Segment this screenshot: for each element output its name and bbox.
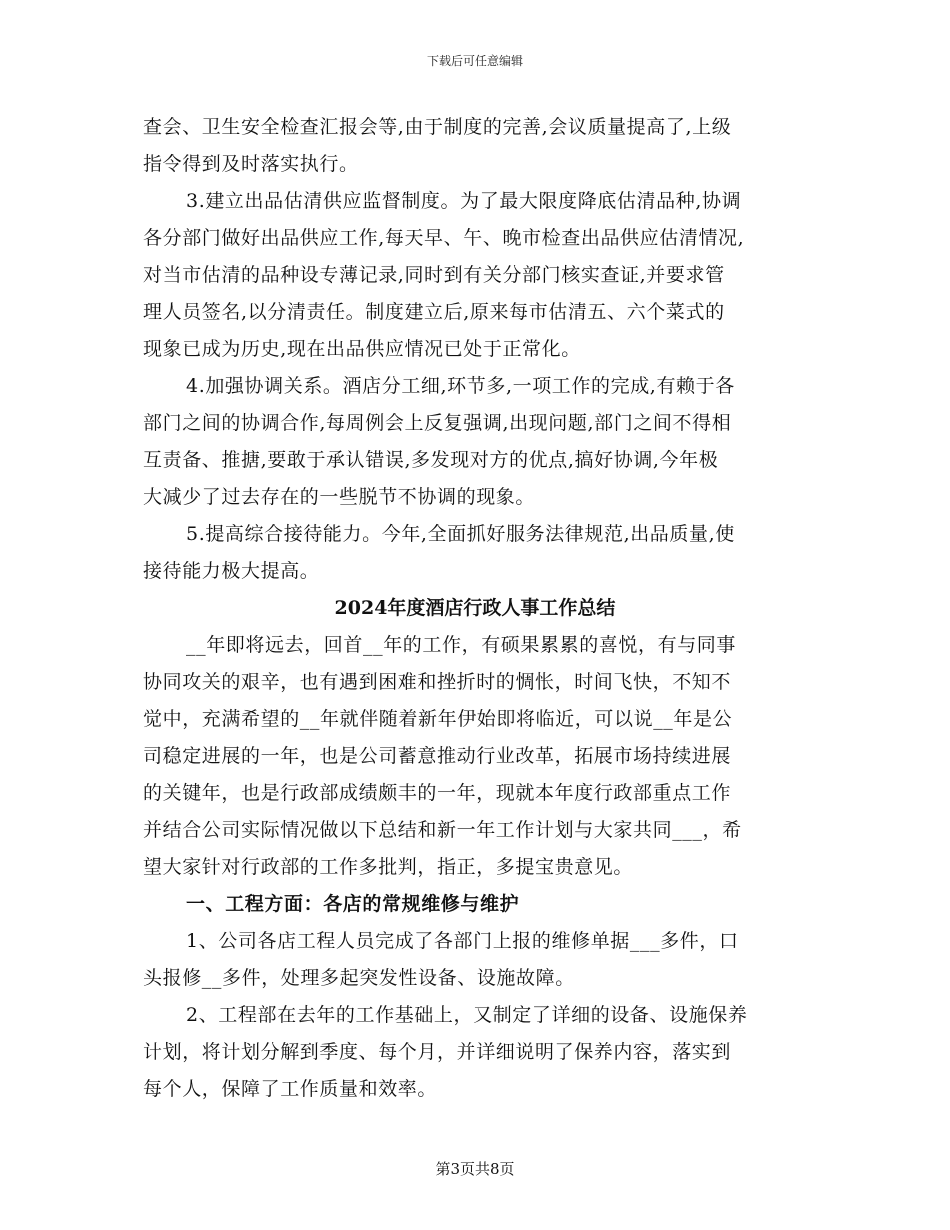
paragraph-line: 司稳定进展的一年，也是公司蓄意推动行业改革，拓展市场持续进展 xyxy=(143,745,732,767)
paragraph-line: 各分部门做好出品供应工作,每天早、午、晚市检查出品供应估清情况, xyxy=(143,227,745,249)
paragraph-line: 觉中，充满希望的__年就伴随着新年伊始即将临近，可以说__年是公 xyxy=(143,708,733,730)
paragraph-line: 计划，将计划分解到季度、每个月，并详细说明了保养内容，落实到 xyxy=(143,1041,732,1063)
paragraph-line: 互责备、推搪,要敢于承认错误,多发现对方的优点,搞好协调,今年极 xyxy=(143,449,719,471)
subheading: 一、工程方面：各店的常规维修与维护 xyxy=(186,893,520,915)
paragraph-line: 1、公司各店工程人员完成了各部门上报的维修单据___多件，口 xyxy=(186,930,739,952)
paragraph-line: 部门之间的协调合作,每周例会上反复强调,出现问题,部门之间不得相 xyxy=(143,412,732,434)
paragraph-line: 对当市估清的品种设专薄记录,同时到有关分部门核实查证,并要求管 xyxy=(143,264,725,286)
paragraph-line: 查会、卫生安全检查汇报会等,由于制度的完善,会议质量提高了,上级 xyxy=(143,116,732,138)
paragraph-line: 现象已成为历史,现在出品供应情况已处于正常化。 xyxy=(143,338,581,360)
paragraph-line: 的关键年，也是行政部成绩颇丰的一年，现就本年度行政部重点工作 xyxy=(143,782,732,804)
paragraph-line: 4.加强协调关系。酒店分工细,环节多,一项工作的完成,有赖于各 xyxy=(186,375,735,397)
paragraph-line: 2、工程部在去年的工作基础上，又制定了详细的设备、设施保养 xyxy=(186,1004,748,1026)
paragraph-line: 理人员签名,以分清责任。制度建立后,原来每市估清五、六个菜式的 xyxy=(143,301,725,323)
paragraph-line: 协同攻关的艰辛，也有遇到困难和挫折时的惆怅，时间飞快，不知不 xyxy=(143,671,732,693)
page-header: 下载后可任意编辑 xyxy=(426,54,523,68)
paragraph-line: 指令得到及时落实执行。 xyxy=(143,153,359,175)
paragraph-line: 接待能力极大提高。 xyxy=(143,560,320,582)
page-footer: 第3页共8页 xyxy=(435,1160,515,1178)
paragraph-line: 3.建立出品估清供应监督制度。为了最大限度降底估清品种,协调 xyxy=(186,190,742,212)
section-title: 2024年度酒店行政人事工作总结 xyxy=(334,597,616,619)
paragraph-line: 头报修__多件，处理多起突发性设备、设施故障。 xyxy=(143,967,575,989)
paragraph-line: 每个人，保障了工作质量和效率。 xyxy=(143,1078,438,1100)
paragraph-line: 并结合公司实际情况做以下总结和新一年工作计划与大家共同___，希 xyxy=(143,819,742,841)
paragraph-line: 大减少了过去存在的一些脱节不协调的现象。 xyxy=(143,486,536,508)
paragraph-line: 望大家针对行政部的工作多批判，指正，多提宝贵意见。 xyxy=(143,856,634,878)
paragraph-line: __年即将远去，回首__年的工作，有硕果累累的喜悦，有与同事 xyxy=(186,634,737,656)
paragraph-line: 5.提高综合接待能力。今年,全面抓好服务法律规范,出品质量,使 xyxy=(186,523,735,545)
